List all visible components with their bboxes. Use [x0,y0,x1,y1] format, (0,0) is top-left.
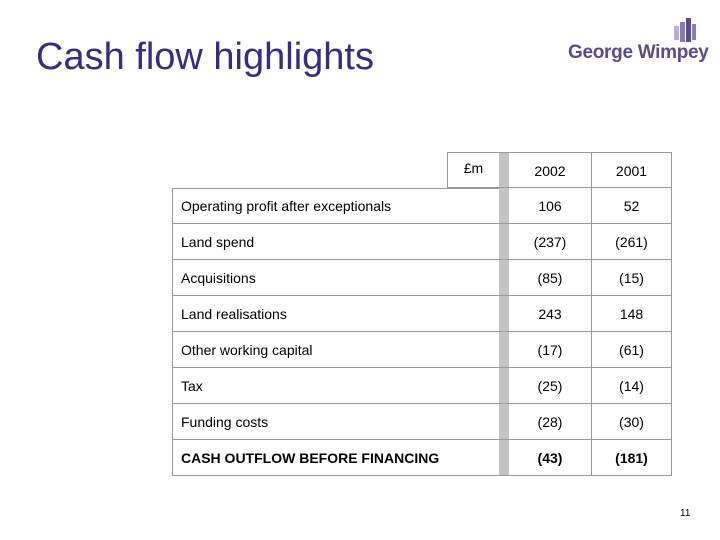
table-row [172,224,672,260]
company-logo [568,18,709,70]
table-row [172,188,672,224]
value-2002: 243 [509,296,591,332]
cash-flow-table [172,152,672,476]
value-2001: 52 [591,188,672,224]
column-header-2001: 2001 [591,152,672,188]
value-2001: (261) [591,224,672,260]
row-label: Tax [172,368,499,404]
unit-header: £m [447,152,499,188]
column-header-2002: 2002 [509,152,591,188]
row-shadow [499,224,509,260]
value-2001: (15) [591,260,672,296]
value-2002: (17) [509,332,591,368]
value-2001: 148 [591,296,672,332]
value-2002: (28) [509,404,591,440]
logo-text: George Wimpey [568,42,709,63]
value-2002: (85) [509,260,591,296]
page-title: Cash flow highlights [36,36,374,78]
row-shadow [499,332,509,368]
row-label: Funding costs [172,404,499,440]
table-row [172,296,672,332]
row-shadow [499,404,509,440]
row-label: Operating profit after exceptionals [172,188,499,224]
header-shadow [499,152,509,189]
page-number: 11 [680,508,691,519]
row-shadow [499,296,509,332]
row-label: Land realisations [172,296,499,332]
row-label: Land spend [172,224,499,260]
value-2002: (237) [509,224,591,260]
value-2002: (43) [509,440,591,476]
row-label: Acquisitions [172,260,499,296]
value-2002: 106 [509,188,591,224]
table-row-total [172,440,672,476]
table-row [172,332,672,368]
row-label: Other working capital [172,332,499,368]
row-shadow [499,188,509,224]
table-row [172,368,672,404]
value-2001: (14) [591,368,672,404]
table-row [172,404,672,440]
row-shadow [499,440,509,476]
table-row [172,260,672,296]
row-label: CASH OUTFLOW BEFORE FINANCING [172,440,499,476]
row-shadow [499,368,509,404]
value-2001: (181) [591,440,672,476]
value-2001: (61) [591,332,672,368]
value-2002: (25) [509,368,591,404]
value-2001: (30) [591,404,672,440]
row-shadow [499,260,509,296]
